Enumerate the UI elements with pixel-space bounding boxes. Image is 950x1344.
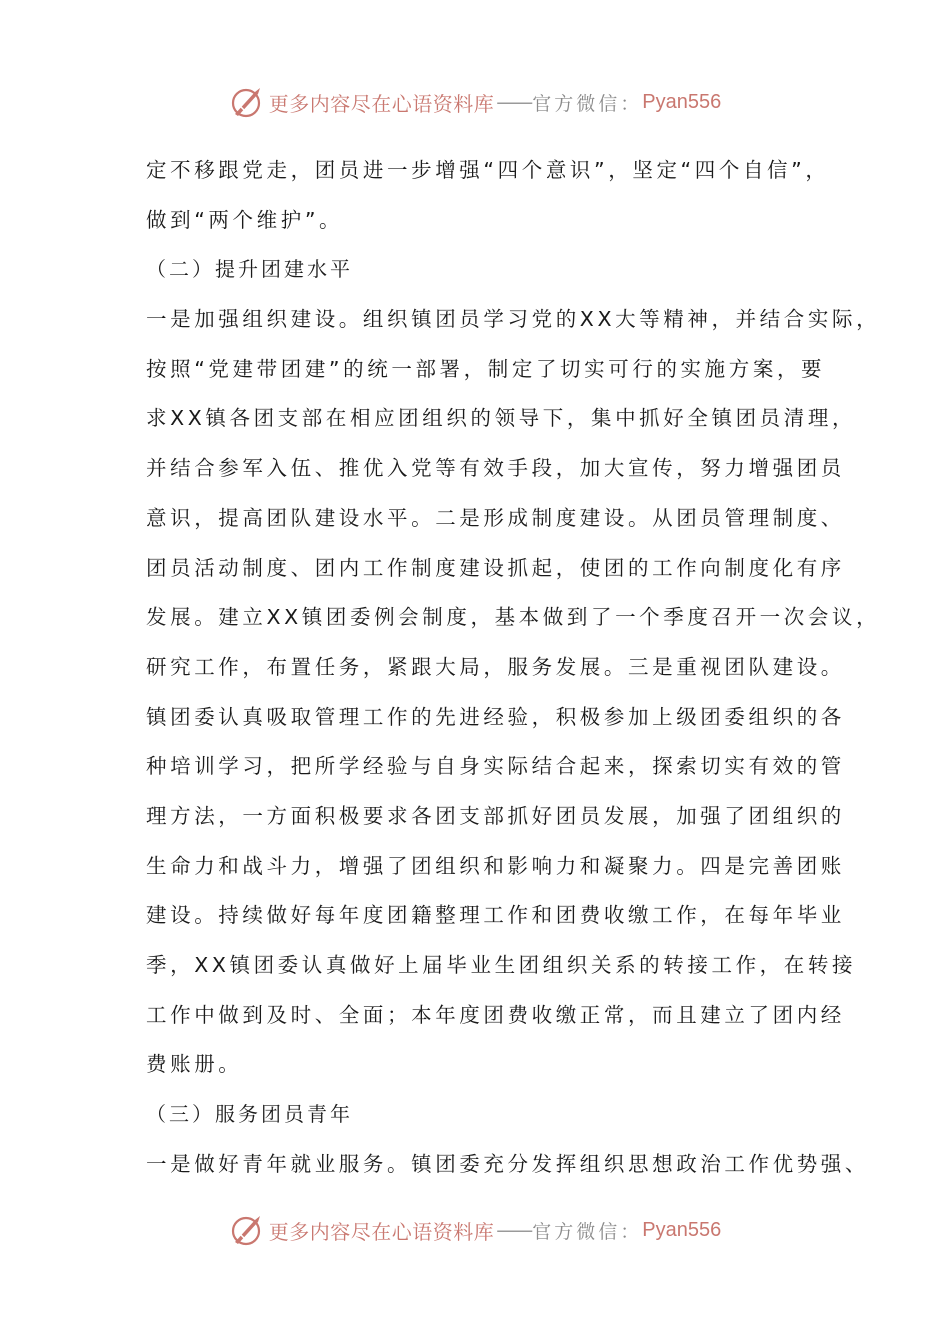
body-line: 按照“党建带团建”的统一部署，制定了切实可行的实施方案，要 bbox=[146, 356, 826, 381]
banner-wechat-label: 官方微信： bbox=[532, 1220, 643, 1243]
banner-wechat-id: Pyan556 bbox=[642, 90, 722, 113]
footer-banner bbox=[0, 1210, 950, 1250]
body-line: 一是做好青年就业服务。镇团委充分发挥组织思想政治工作优势强、 bbox=[146, 1151, 869, 1176]
body-line: 做到“两个维护”。 bbox=[146, 207, 344, 232]
body-line: 并结合参军入伍、推优入党等有效手段，加大宣传，努力增强团员 bbox=[146, 456, 845, 481]
body-line: 团员活动制度、团内工作制度建设抓起，使团的工作向制度化有序 bbox=[146, 555, 845, 580]
banner-wechat-id: Pyan556 bbox=[642, 1218, 722, 1241]
banner-dash: —— bbox=[496, 1218, 531, 1242]
body-line: 求XX镇各团支部在相应团组织的领导下，集中抓好全镇团员清理， bbox=[146, 406, 857, 431]
document-body bbox=[146, 146, 881, 1189]
banner-brand-text: 更多内容尽在心语资料库 bbox=[268, 1219, 495, 1244]
body-line: 意识，提高团队建设水平。二是形成制度建设。从团员管理制度、 bbox=[146, 505, 845, 530]
body-line: 建设。持续做好每年度团籍整理工作和团费收缴工作，在每年毕业 bbox=[146, 903, 845, 928]
section-heading: （三）服务团员青年 bbox=[146, 1102, 353, 1127]
banner-brand-text: 更多内容尽在心语资料库 bbox=[268, 91, 495, 116]
body-line: 工作中做到及时、全面；本年度团费收缴正常，而且建立了团内经 bbox=[146, 1002, 845, 1027]
body-line: 定不移跟党走，团员进一步增强“四个意识”，坚定“四个自信”， bbox=[146, 158, 830, 182]
pen-logo-icon bbox=[229, 84, 265, 120]
body-line: 发展。建立XX镇团委例会制度，基本做到了一个季度召开一次会议， bbox=[146, 605, 881, 630]
body-line: 费账册。 bbox=[146, 1052, 243, 1077]
body-line: 理方法，一方面积极要求各团支部抓好团员发展，加强了团组织的 bbox=[146, 803, 845, 828]
body-line: 一是加强组织建设。组织镇团员学习党的XX大等精神，并结合实际， bbox=[146, 307, 881, 332]
body-line: 生命力和战斗力，增强了团组织和影响力和凝聚力。四是完善团账 bbox=[146, 853, 845, 878]
pen-logo-icon bbox=[229, 1212, 265, 1248]
banner-wechat-label: 官方微信： bbox=[532, 92, 643, 115]
banner-dash: —— bbox=[496, 90, 531, 114]
body-line: 种培训学习，把所学经验与自身实际结合起来，探索切实有效的管 bbox=[146, 754, 845, 779]
header-banner bbox=[0, 82, 950, 122]
body-line: 研究工作，布置任务，紧跟大局，服务发展。三是重视团队建设。 bbox=[146, 654, 845, 679]
section-heading: （二）提升团建水平 bbox=[146, 257, 353, 282]
body-line: 镇团委认真吸取管理工作的先进经验，积极参加上级团委组织的各 bbox=[146, 704, 845, 729]
body-line: 季，XX镇团委认真做好上届毕业生团组织关系的转接工作，在转接 bbox=[146, 953, 857, 977]
